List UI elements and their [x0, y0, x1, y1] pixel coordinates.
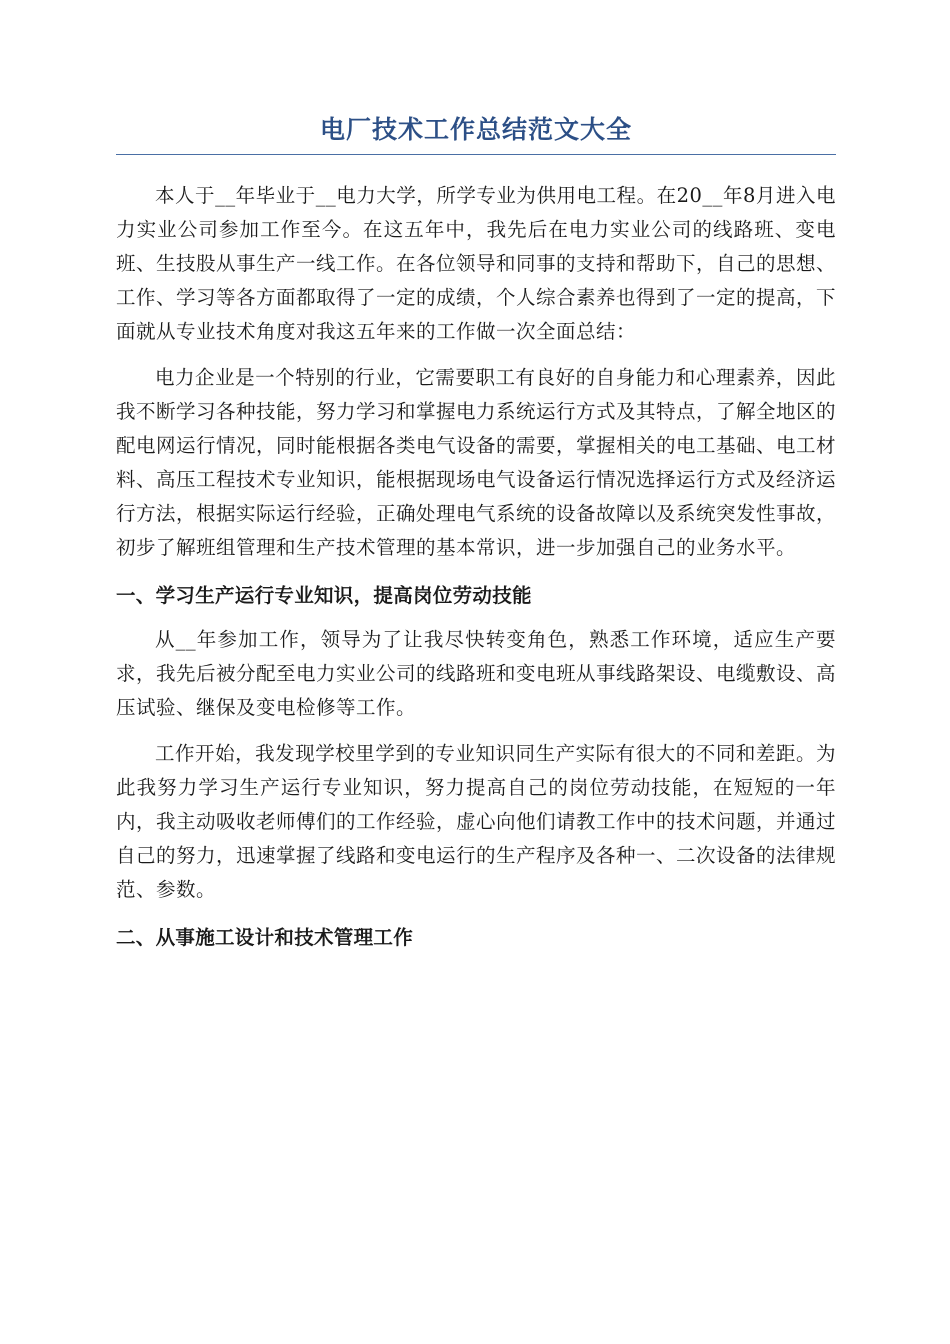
intro-paragraph: 本人于__年毕业于__电力大学，所学专业为供用电工程。在20__年8月进入电力实业公司参加工作至今。在这五年中，我先后在电力实业公司的线路班、变电班、生技股从事生产一线工作。在各位领导和同事的支持和帮助下，自己的思想、工作、学习等各方面都取得了一定的成绩，个人综合素养也得到了一定的提高，下面就从专业技术角度对我这五年来的工作做一次全面总结：	[116, 184, 837, 343]
section-heading-2: 二、从事施工设计和技术管理工作	[116, 926, 414, 949]
section1-paragraph-2: 工作开始，我发现学校里学到的专业知识同生产实际有很大的不同和差距。为此我努力学习生产运行专业知识，努力提高自己的岗位劳动技能，在短短的一年内，我主动吸收老师傅们的工作经验，虚心向他们请教工作中的技术问题，并通过自己的努力，迅速掌握了线路和变电运行的生产程序及各种一、二次设备的法律规范、参数。	[116, 742, 837, 901]
industry-paragraph: 电力企业是一个特别的行业，它需要职工有良好的自身能力和心理素养，因此我不断学习各种技能，努力学习和掌握电力系统运行方式及其特点，了解全地区的配电网运行情况，同时能根据各类电气设备的需要，掌握相关的电工基础、电工材料、高压工程技术专业知识，能根据现场电气设备运行情况选择运行方式及经济运行方法，根据实际运行经验，正确处理电气系统的设备故障以及系统突发性事故，初步了解班组管理和生产技术管理的基本常识，进一步加强自己的业务水平。	[116, 366, 837, 559]
section1-paragraph-1: 从__年参加工作，领导为了让我尽快转变角色，熟悉工作环境，适应生产要求，我先后被分配至电力实业公司的线路班和变电班从事线路架设、电缆敷设、高压试验、继保及变电检修等工作。	[116, 628, 837, 719]
document-title: 电厂技术工作总结范文大全	[116, 112, 836, 155]
section-heading-1: 一、学习生产运行专业知识，提高岗位劳动技能	[116, 584, 532, 607]
document-page	[116, 112, 836, 965]
